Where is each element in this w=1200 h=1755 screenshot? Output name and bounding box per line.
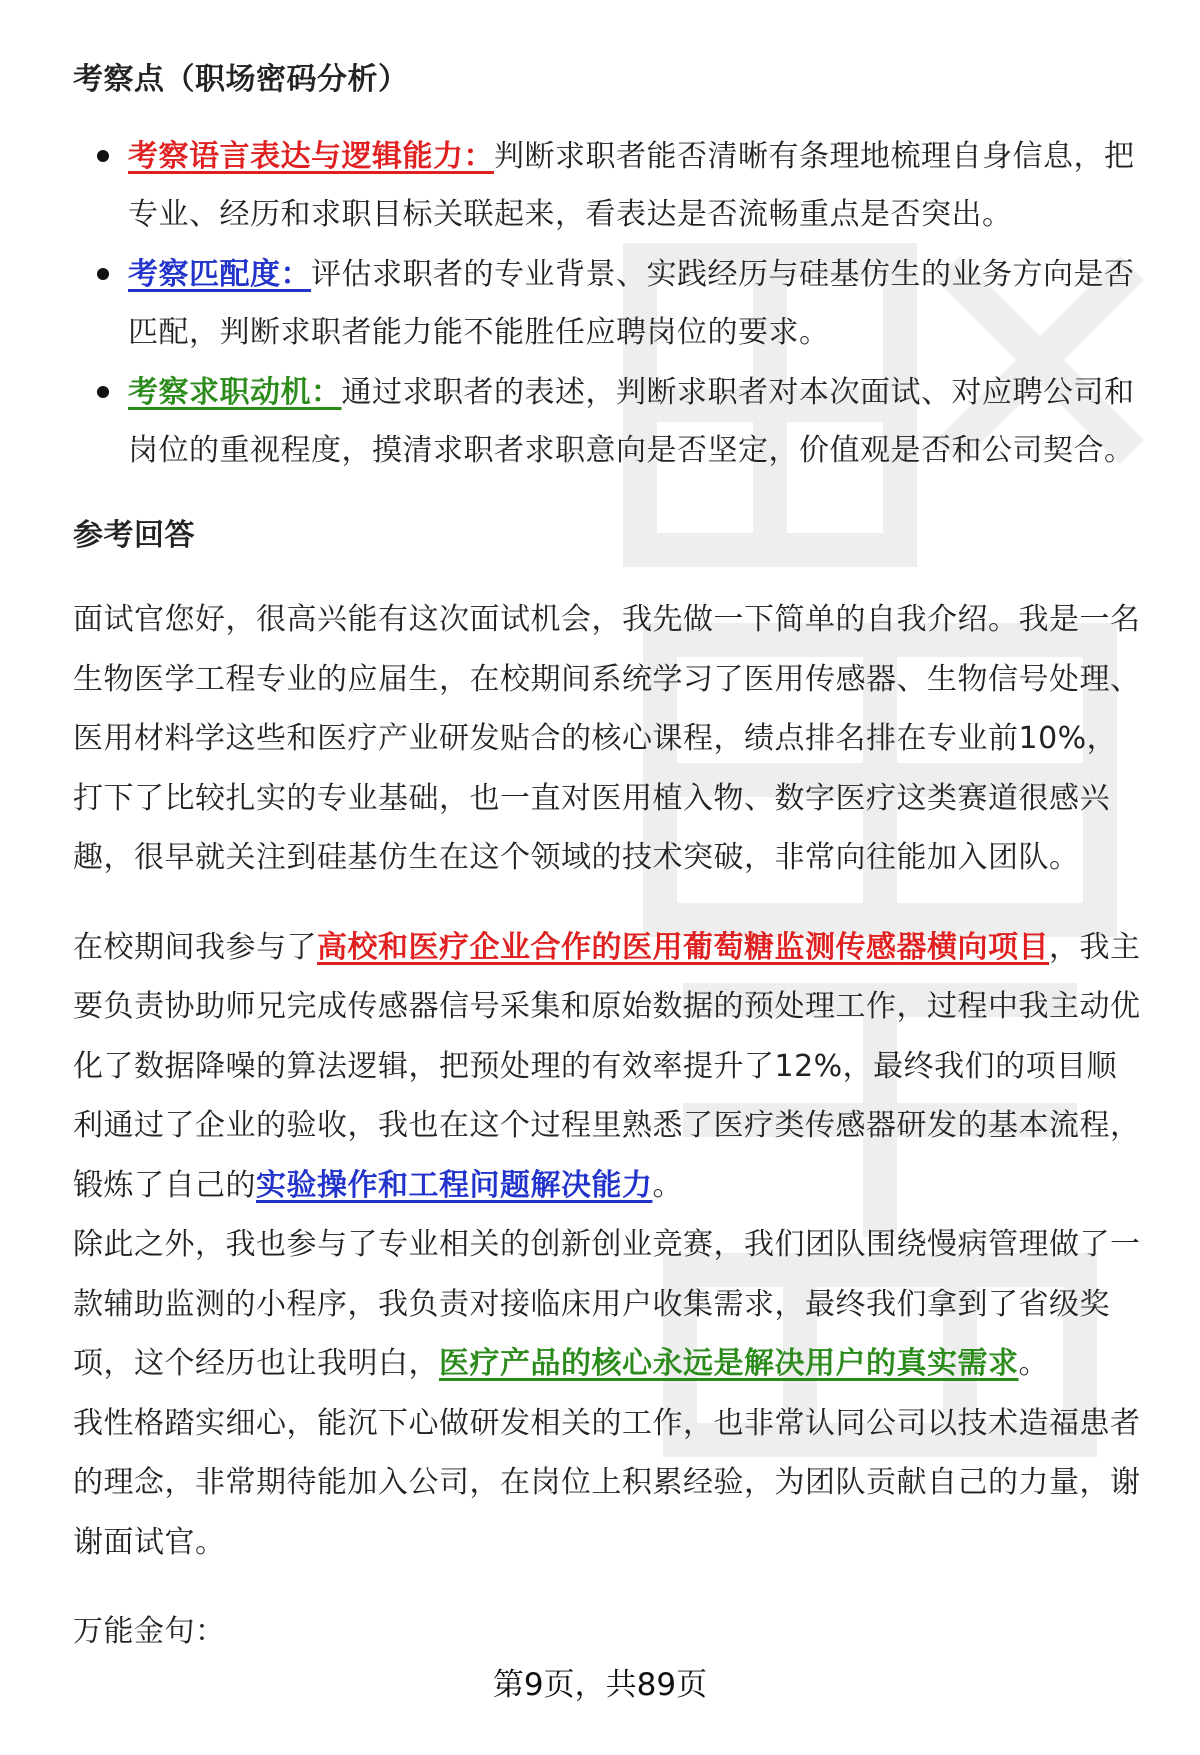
bullet-dot-icon bbox=[97, 268, 109, 280]
section-heading-assessment: 考察点（职场密码分析） bbox=[73, 62, 409, 97]
text-run: 。 bbox=[1018, 1346, 1049, 1381]
answer-paragraph-project bbox=[73, 918, 1143, 1216]
point-lead-label: 考察求职动机： bbox=[128, 375, 342, 410]
point-text: 通过求职者的表述，判断求职者对本次面试、对应聘公司和岗位的重视程度，摸清求职者求职意向是否坚定，价值观是否和公司契合。 bbox=[128, 375, 1135, 468]
highlight-insight: 医疗产品的核心永远是解决用户的真实需求 bbox=[439, 1346, 1019, 1381]
text-run: 在校期间我参与了 bbox=[73, 929, 317, 965]
bullet-dot-icon bbox=[97, 386, 109, 398]
assessment-point-motivation bbox=[73, 364, 1143, 480]
text-run: 。 bbox=[652, 1167, 683, 1203]
assessment-point-match bbox=[73, 246, 1143, 362]
answer-paragraph-closing: 我性格踏实细心，能沉下心做研发相关的工作，也非常认同公司以技术造福患者的理念，非常期待能加入公司，在岗位上积累经验，为团队贡献自己的力量，谢谢面试官。 bbox=[73, 1405, 1141, 1560]
golden-phrase-label: 万能金句： bbox=[73, 1614, 226, 1649]
section-heading-answer: 参考回答 bbox=[73, 518, 195, 553]
point-text: 判断求职者能否清晰有条理地梳理自身信息，把专业、经历和求职目标关联起来，看表达是否流畅重点是否突出。 bbox=[128, 139, 1135, 232]
page-number-footer: 第9页，共89页 bbox=[492, 1667, 708, 1703]
text-run: 除此之外，我也参与了专业相关的创新创业竞赛，我们团队围绕慢病管理做了一款辅助监测的小程序，我负责对接临床用户收集需求，最终我们拿到了省级奖项，这个经历也让我明白， bbox=[73, 1227, 1141, 1381]
bullet-dot-icon bbox=[97, 150, 109, 162]
highlight-skill: 实验操作和工程问题解决能力 bbox=[256, 1167, 653, 1203]
assessment-point-expression bbox=[73, 128, 1143, 244]
answer-paragraph-intro: 面试官您好，很高兴能有这次面试机会，我先做一下简单的自我介绍。我是一名生物医学工程专业的应届生，在校期间系统学习了医用传感器、生物信号处理、医用材料学这些和医疗产业研发贴合的核心课程，绩点排名排在专业前10%，打下了比较扎实的专业基础，也一直对医用植入物、数字医疗这类赛道很感兴趣，很早就关注到硅基仿生在这个领域的技术突破，非常向往能加入团队。 bbox=[73, 602, 1141, 875]
assessment-points-list bbox=[73, 128, 1143, 480]
highlight-project-name: 高校和医疗企业合作的医用葡萄糖监测传感器横向项目 bbox=[317, 929, 1049, 965]
answer-paragraph-competition bbox=[73, 1215, 1143, 1394]
point-text: 评估求职者的专业背景、实践经历与硅基仿生的业务方向是否匹配，判断求职者能力能不能胜任应聘岗位的要求。 bbox=[128, 257, 1135, 350]
point-lead-label: 考察匹配度： bbox=[128, 257, 311, 292]
text-run: ，我主要负责协助师兄完成传感器信号采集和原始数据的预处理工作，过程中我主动优化了数据降噪的算法逻辑，把预处理的有效率提升了12%，最终我们的项目顺利通过了企业的验收，我也在这个过程里熟悉了医疗类传感器研发的基本流程，锻炼了自己的 bbox=[73, 929, 1141, 1203]
point-lead-label: 考察语言表达与逻辑能力： bbox=[128, 139, 494, 174]
document-content bbox=[73, 50, 1143, 1662]
